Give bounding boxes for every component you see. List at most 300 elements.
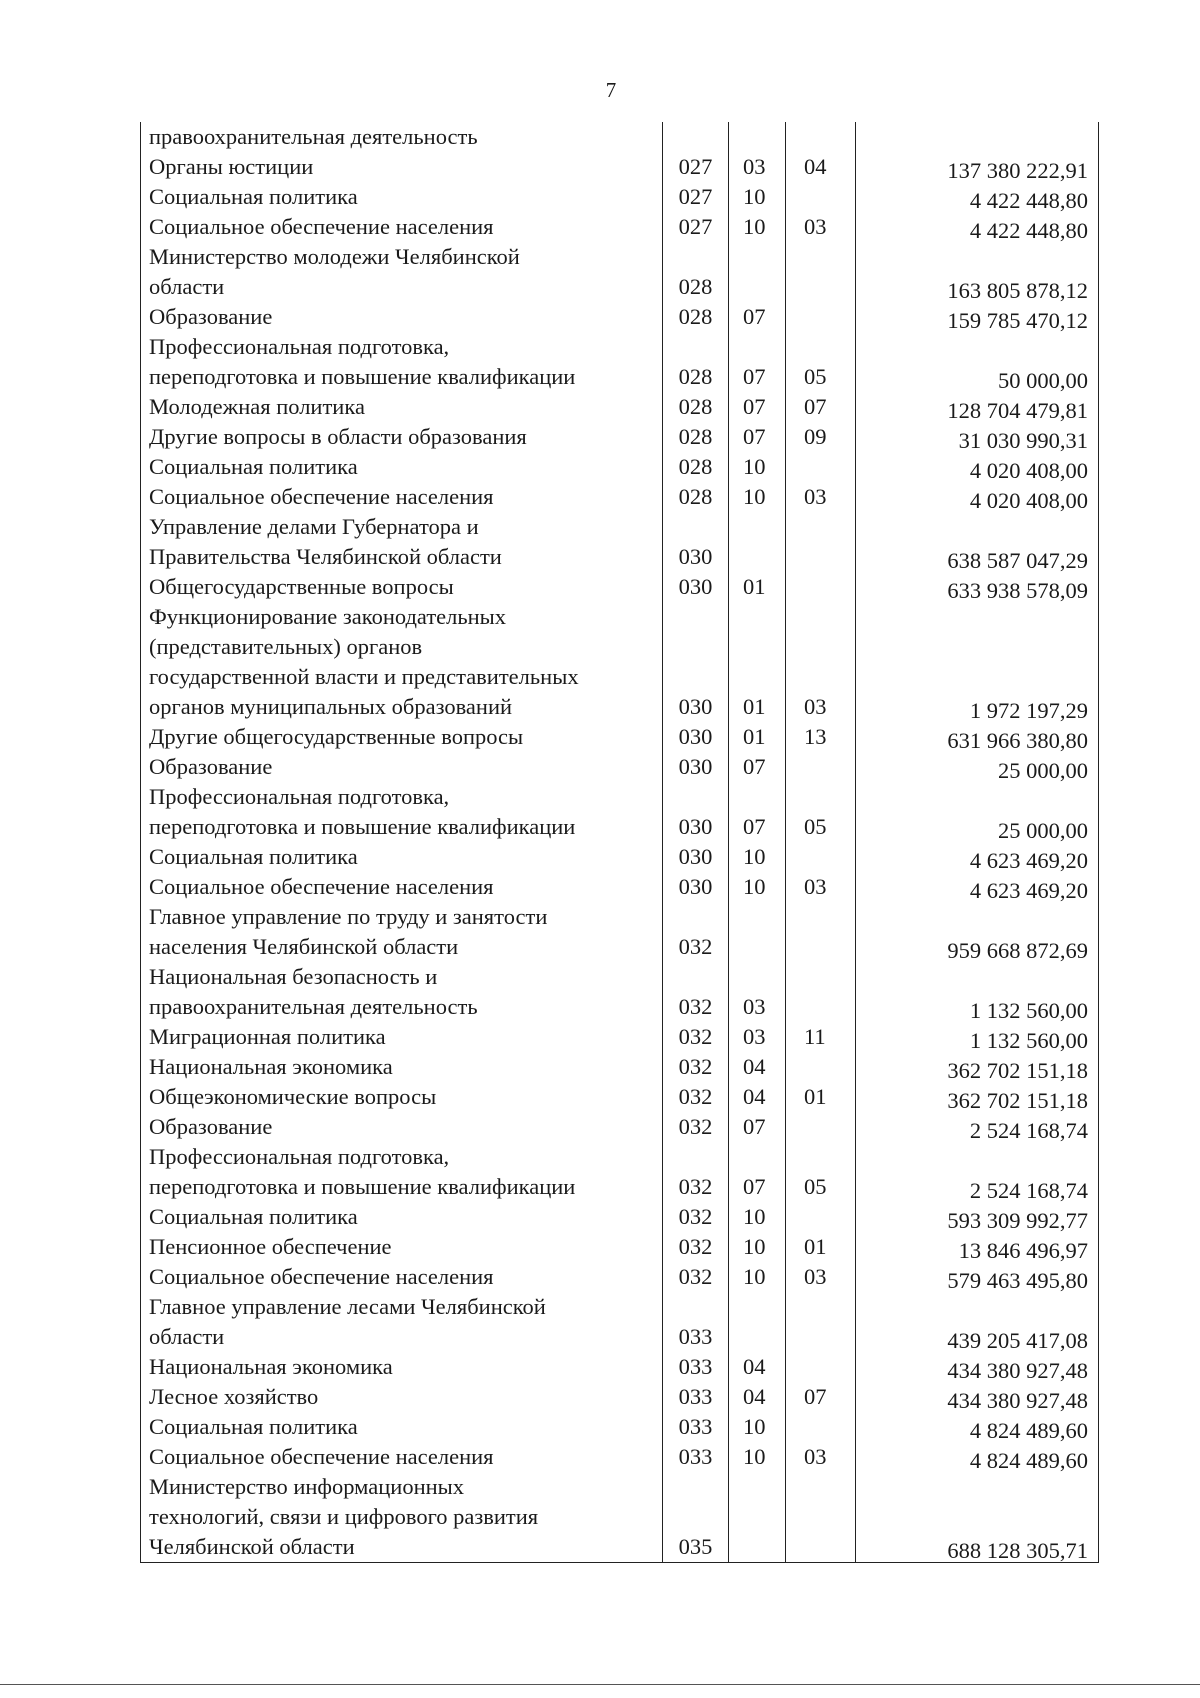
department-code-cell <box>663 782 729 842</box>
table-row <box>141 1112 1099 1142</box>
row-name-cell <box>141 152 663 182</box>
amount-cell <box>856 752 1099 782</box>
amount-cell-value: 13 846 496,97 <box>958 1238 1088 1263</box>
table-row <box>141 302 1099 332</box>
subsection-cell <box>786 242 856 302</box>
subsection-cell <box>786 302 856 332</box>
subsection-cell <box>786 1112 856 1142</box>
section-cell-value: 10 <box>743 1204 766 1229</box>
budget-table <box>140 122 1099 1563</box>
amount-cell-value: 4 824 489,60 <box>969 1448 1088 1473</box>
amount-cell <box>856 842 1099 872</box>
department-code-cell-value: 030 <box>678 874 713 899</box>
table-row <box>141 392 1099 422</box>
subsection-cell-value: 03 <box>804 694 827 719</box>
section-cell <box>729 182 786 212</box>
table-row <box>141 1442 1099 1472</box>
subsection-cell <box>786 182 856 212</box>
section-cell-value <box>729 1322 785 1352</box>
subsection-cell-value: 07 <box>804 394 827 419</box>
subsection-cell-value <box>786 842 855 872</box>
subsection-cell-value: 05 <box>804 364 827 389</box>
row-name-cell <box>141 572 663 602</box>
subsection-cell-value: 03 <box>804 1444 827 1469</box>
amount-cell <box>856 242 1099 302</box>
department-code-cell-value: 033 <box>678 1324 713 1349</box>
amount-cell-value: 439 205 417,08 <box>947 1328 1088 1353</box>
row-name-line: Функционирование законодательных <box>149 604 507 629</box>
amount-cell-value: 4 020 408,00 <box>969 488 1088 513</box>
amount-cell-value: 4 824 489,60 <box>969 1418 1088 1443</box>
row-name-line: Социальное обеспечение населения <box>149 1264 494 1289</box>
amount-cell-value: 50 000,00 <box>998 368 1088 393</box>
amount-cell <box>856 1082 1099 1112</box>
row-name-line: Другие общегосударственные вопросы <box>149 724 524 749</box>
amount-cell-value: 1 132 560,00 <box>969 998 1088 1023</box>
table-row <box>141 1082 1099 1112</box>
department-code-cell-value: 030 <box>678 694 713 719</box>
subsection-cell <box>786 752 856 782</box>
section-cell-value: 10 <box>743 484 766 509</box>
table-row <box>141 152 1099 182</box>
subsection-cell <box>786 1442 856 1472</box>
department-code-cell-value: 033 <box>678 1354 713 1379</box>
table-row <box>141 572 1099 602</box>
row-name-line: технологий, связи и цифрового развития <box>149 1504 539 1529</box>
amount-cell <box>856 1382 1099 1412</box>
subsection-cell <box>786 1232 856 1262</box>
subsection-cell <box>786 1202 856 1232</box>
row-name-line: Миграционная политика <box>149 1024 386 1049</box>
row-name-line: Молодежная политика <box>149 394 365 419</box>
section-cell <box>729 1022 786 1052</box>
row-name-line: области <box>149 274 225 299</box>
row-name-cell <box>141 332 663 392</box>
amount-cell <box>856 1442 1099 1472</box>
amount-cell <box>856 722 1099 752</box>
department-code-cell <box>663 302 729 332</box>
row-name-line: Лесное хозяйство <box>149 1384 319 1409</box>
amount-cell <box>856 1142 1099 1202</box>
table-row <box>141 782 1099 842</box>
subsection-cell <box>786 1052 856 1082</box>
table-row <box>141 902 1099 962</box>
department-code-cell <box>663 182 729 212</box>
section-cell <box>729 1412 786 1442</box>
row-name-line: Образование <box>149 1114 273 1139</box>
department-code-cell <box>663 1292 729 1352</box>
table-row <box>141 1472 1099 1563</box>
amount-cell-value: 25 000,00 <box>998 818 1088 843</box>
subsection-cell-value: 01 <box>804 1234 827 1259</box>
subsection-cell-value: 07 <box>804 1384 827 1409</box>
row-name-line: Пенсионное обеспечение <box>149 1234 392 1259</box>
department-code-cell <box>663 842 729 872</box>
department-code-cell <box>663 482 729 512</box>
row-name-cell <box>141 242 663 302</box>
row-name-line: области <box>149 1324 225 1349</box>
section-cell-value: 03 <box>743 994 766 1019</box>
department-code-cell-value: 030 <box>678 544 713 569</box>
amount-cell <box>856 1202 1099 1232</box>
amount-cell-value: 434 380 927,48 <box>947 1358 1088 1383</box>
department-code-cell-value: 027 <box>678 184 713 209</box>
row-name-line: Образование <box>149 304 273 329</box>
section-cell <box>729 842 786 872</box>
row-name-line: Социальная политика <box>149 184 358 209</box>
row-name-cell <box>141 422 663 452</box>
section-cell <box>729 572 786 602</box>
row-name-line: Правительства Челябинской области <box>149 544 502 569</box>
row-name-line: Профессиональная подготовка, <box>149 784 450 809</box>
section-cell-value: 04 <box>743 1354 766 1379</box>
section-cell-value <box>729 122 785 152</box>
department-code-cell <box>663 152 729 182</box>
subsection-cell-value <box>786 992 855 1022</box>
table-row <box>141 422 1099 452</box>
subsection-cell <box>786 872 856 902</box>
amount-cell <box>856 422 1099 452</box>
department-code-cell-value: 030 <box>678 814 713 839</box>
section-cell <box>729 302 786 332</box>
subsection-cell-value: 04 <box>804 154 827 179</box>
department-code-cell-value: 027 <box>678 214 713 239</box>
row-name-line: Социальная политика <box>149 1414 358 1439</box>
subsection-cell-value <box>786 1352 855 1382</box>
department-code-cell-value: 032 <box>678 1084 713 1109</box>
department-code-cell <box>663 212 729 242</box>
amount-cell-value: 128 704 479,81 <box>947 398 1088 423</box>
subsection-cell <box>786 902 856 962</box>
subsection-cell <box>786 722 856 752</box>
amount-cell-value: 362 702 151,18 <box>947 1088 1088 1113</box>
department-code-cell-value: 032 <box>678 1024 713 1049</box>
row-name-line: государственной власти и представительных <box>149 664 579 689</box>
row-name-line: Общегосударственные вопросы <box>149 574 454 599</box>
table-row <box>141 122 1099 152</box>
subsection-cell <box>786 512 856 572</box>
subsection-cell-value: 05 <box>804 1174 827 1199</box>
department-code-cell <box>663 1442 729 1472</box>
table-row <box>141 1022 1099 1052</box>
subsection-cell-value: 09 <box>804 424 827 449</box>
row-name-line: правоохранительная деятельность <box>149 124 478 149</box>
row-name-line: Национальная экономика <box>149 1054 393 1079</box>
section-cell-value: 03 <box>743 1024 766 1049</box>
subsection-cell <box>786 482 856 512</box>
department-code-cell-value <box>663 122 728 152</box>
row-name-line: Профессиональная подготовка, <box>149 1144 450 1169</box>
row-name-line: Социальная политика <box>149 1204 358 1229</box>
section-cell <box>729 1142 786 1202</box>
department-code-cell-value: 033 <box>678 1444 713 1469</box>
subsection-cell <box>786 1472 856 1563</box>
amount-cell <box>856 1022 1099 1052</box>
row-name-line: переподготовка и повышение квалификации <box>149 814 576 839</box>
row-name-cell <box>141 392 663 422</box>
subsection-cell-value <box>786 1322 855 1352</box>
department-code-cell <box>663 392 729 422</box>
section-cell-value: 01 <box>743 694 766 719</box>
department-code-cell <box>663 422 729 452</box>
subsection-cell <box>786 572 856 602</box>
department-code-cell <box>663 1112 729 1142</box>
table-row <box>141 332 1099 392</box>
section-cell <box>729 452 786 482</box>
row-name-line: Главное управление лесами Челябинской <box>149 1294 546 1319</box>
amount-cell <box>856 152 1099 182</box>
table-row <box>141 752 1099 782</box>
table-row <box>141 182 1099 212</box>
table-row <box>141 1412 1099 1442</box>
subsection-cell-value <box>786 752 855 782</box>
subsection-cell-value <box>786 932 855 962</box>
row-name-cell <box>141 122 663 152</box>
amount-cell-value: 638 587 047,29 <box>947 548 1088 573</box>
subsection-cell <box>786 602 856 722</box>
section-cell-value: 10 <box>743 214 766 239</box>
section-cell <box>729 1052 786 1082</box>
section-cell-value: 07 <box>743 424 766 449</box>
department-code-cell <box>663 1232 729 1262</box>
subsection-cell-value <box>786 542 855 572</box>
department-code-cell <box>663 902 729 962</box>
subsection-cell-value: 03 <box>804 874 827 899</box>
section-cell <box>729 1082 786 1112</box>
row-name-line: Министерство информационных <box>149 1474 465 1499</box>
department-code-cell-value: 032 <box>678 994 713 1019</box>
amount-cell <box>856 1292 1099 1352</box>
department-code-cell-value: 035 <box>678 1534 713 1559</box>
amount-cell <box>856 602 1099 722</box>
amount-cell-value: 959 668 872,69 <box>947 938 1088 963</box>
table-row <box>141 1202 1099 1232</box>
department-code-cell-value: 032 <box>678 1264 713 1289</box>
subsection-cell <box>786 1262 856 1292</box>
row-name-cell <box>141 1472 663 1563</box>
section-cell <box>729 782 786 842</box>
subsection-cell <box>786 962 856 1022</box>
section-cell <box>729 1292 786 1352</box>
amount-cell-value: 31 030 990,31 <box>958 428 1088 453</box>
department-code-cell-value: 028 <box>678 364 713 389</box>
page-number: 7 <box>605 78 617 102</box>
department-code-cell-value: 032 <box>678 934 713 959</box>
department-code-cell-value: 028 <box>678 304 713 329</box>
section-cell-value: 07 <box>743 1174 766 1199</box>
row-name-line: Главное управление по труду и занятости <box>149 904 548 929</box>
department-code-cell-value: 032 <box>678 1054 713 1079</box>
amount-cell <box>856 1112 1099 1142</box>
department-code-cell-value: 030 <box>678 724 713 749</box>
table-row <box>141 242 1099 302</box>
amount-cell <box>856 212 1099 242</box>
section-cell <box>729 722 786 752</box>
subsection-cell-value: 03 <box>804 484 827 509</box>
table-row <box>141 1382 1099 1412</box>
amount-cell-value: 688 128 305,71 <box>947 1538 1088 1563</box>
row-name-cell <box>141 1352 663 1382</box>
table-row <box>141 872 1099 902</box>
section-cell <box>729 512 786 572</box>
row-name-line: правоохранительная деятельность <box>149 994 478 1019</box>
row-name-cell <box>141 1202 663 1232</box>
row-name-line: (представительных) органов <box>149 634 423 659</box>
row-name-cell <box>141 1112 663 1142</box>
amount-cell-value: 434 380 927,48 <box>947 1388 1088 1413</box>
section-cell-value: 07 <box>743 814 766 839</box>
table-row <box>141 512 1099 572</box>
amount-cell <box>856 1412 1099 1442</box>
row-name-line: Общеэкономические вопросы <box>149 1084 437 1109</box>
section-cell-value: 07 <box>743 1114 766 1139</box>
amount-cell-value: 4 623 469,20 <box>969 848 1088 873</box>
row-name-line: населения Челябинской области <box>149 934 459 959</box>
row-name-cell <box>141 1082 663 1112</box>
department-code-cell <box>663 722 729 752</box>
department-code-cell-value: 032 <box>678 1174 713 1199</box>
row-name-line: Другие вопросы в области образования <box>149 424 527 449</box>
row-name-cell <box>141 1052 663 1082</box>
section-cell-value: 04 <box>743 1084 766 1109</box>
section-cell-value: 10 <box>743 1234 766 1259</box>
row-name-cell <box>141 1142 663 1202</box>
subsection-cell <box>786 1142 856 1202</box>
section-cell <box>729 1442 786 1472</box>
section-cell-value: 04 <box>743 1054 766 1079</box>
table-row <box>141 212 1099 242</box>
department-code-cell <box>663 1352 729 1382</box>
section-cell <box>729 962 786 1022</box>
amount-cell-value: 1 132 560,00 <box>969 1028 1088 1053</box>
section-cell-value <box>729 272 785 302</box>
row-name-line: Социальное обеспечение населения <box>149 214 494 239</box>
section-cell <box>729 1262 786 1292</box>
section-cell-value <box>729 932 785 962</box>
row-name-line: Профессиональная подготовка, <box>149 334 450 359</box>
department-code-cell <box>663 1262 729 1292</box>
subsection-cell <box>786 1412 856 1442</box>
amount-cell-value: 362 702 151,18 <box>947 1058 1088 1083</box>
table-row <box>141 1052 1099 1082</box>
subsection-cell <box>786 212 856 242</box>
amount-cell-value <box>856 126 1098 156</box>
section-cell <box>729 1232 786 1262</box>
section-cell-value: 07 <box>743 304 766 329</box>
section-cell-value: 10 <box>743 874 766 899</box>
department-code-cell-value: 030 <box>678 574 713 599</box>
subsection-cell-value <box>786 1202 855 1232</box>
row-name-cell <box>141 842 663 872</box>
subsection-cell-value <box>786 182 855 212</box>
row-name-line: Социальная политика <box>149 844 358 869</box>
department-code-cell <box>663 452 729 482</box>
department-code-cell <box>663 962 729 1022</box>
table-row <box>141 452 1099 482</box>
amount-cell-value: 4 020 408,00 <box>969 458 1088 483</box>
section-cell-value: 10 <box>743 1444 766 1469</box>
row-name-cell <box>141 782 663 842</box>
subsection-cell-value: 11 <box>804 1024 826 1049</box>
row-name-cell <box>141 1232 663 1262</box>
subsection-cell-value: 13 <box>804 724 827 749</box>
amount-cell-value: 4 422 448,80 <box>969 218 1088 243</box>
subsection-cell-value <box>786 1052 855 1082</box>
department-code-cell-value: 030 <box>678 754 713 779</box>
section-cell-value: 10 <box>743 454 766 479</box>
subsection-cell-value <box>786 1532 855 1562</box>
row-name-cell <box>141 182 663 212</box>
amount-cell <box>856 452 1099 482</box>
table-row <box>141 842 1099 872</box>
table-row <box>141 1292 1099 1352</box>
department-code-cell-value: 028 <box>678 454 713 479</box>
department-code-cell <box>663 1412 729 1442</box>
subsection-cell-value: 03 <box>804 1264 827 1289</box>
row-name-line: Образование <box>149 754 273 779</box>
amount-cell-value: 633 938 578,09 <box>947 578 1088 603</box>
amount-cell <box>856 872 1099 902</box>
department-code-cell <box>663 602 729 722</box>
row-name-cell <box>141 902 663 962</box>
subsection-cell <box>786 422 856 452</box>
amount-cell <box>856 332 1099 392</box>
row-name-cell <box>141 1442 663 1472</box>
amount-cell-value: 4 422 448,80 <box>969 188 1088 213</box>
subsection-cell-value <box>786 1112 855 1142</box>
row-name-cell <box>141 1022 663 1052</box>
section-cell <box>729 752 786 782</box>
row-name-cell <box>141 1382 663 1412</box>
row-name-line: Социальное обеспечение населения <box>149 1444 494 1469</box>
subsection-cell <box>786 1292 856 1352</box>
table-row <box>141 1262 1099 1292</box>
subsection-cell-value <box>786 572 855 602</box>
row-name-cell <box>141 452 663 482</box>
section-cell-value: 07 <box>743 364 766 389</box>
table-row <box>141 962 1099 1022</box>
department-code-cell <box>663 872 729 902</box>
section-cell-value <box>729 1532 785 1562</box>
table-body <box>141 122 1099 1563</box>
subsection-cell <box>786 1382 856 1412</box>
department-code-cell-value: 030 <box>678 844 713 869</box>
subsection-cell <box>786 392 856 422</box>
row-name-line: Социальное обеспечение населения <box>149 874 494 899</box>
amount-cell-value: 579 463 495,80 <box>947 1268 1088 1293</box>
department-code-cell-value: 028 <box>678 274 713 299</box>
row-name-line: Управление делами Губернатора и <box>149 514 479 539</box>
department-code-cell <box>663 1082 729 1112</box>
section-cell-value: 03 <box>743 154 766 179</box>
amount-cell-value: 2 524 168,74 <box>969 1178 1088 1203</box>
row-name-cell <box>141 212 663 242</box>
subsection-cell-value <box>786 122 855 152</box>
section-cell <box>729 1112 786 1142</box>
department-code-cell-value: 032 <box>678 1234 713 1259</box>
subsection-cell <box>786 122 856 152</box>
section-cell <box>729 482 786 512</box>
section-cell <box>729 1472 786 1563</box>
department-code-cell-value: 032 <box>678 1204 713 1229</box>
amount-cell <box>856 512 1099 572</box>
amount-cell-value: 137 380 222,91 <box>947 158 1088 183</box>
department-code-cell-value: 027 <box>678 154 713 179</box>
amount-cell <box>856 1352 1099 1382</box>
table-row <box>141 722 1099 752</box>
row-name-cell <box>141 872 663 902</box>
amount-cell-value: 1 972 197,29 <box>969 698 1088 723</box>
